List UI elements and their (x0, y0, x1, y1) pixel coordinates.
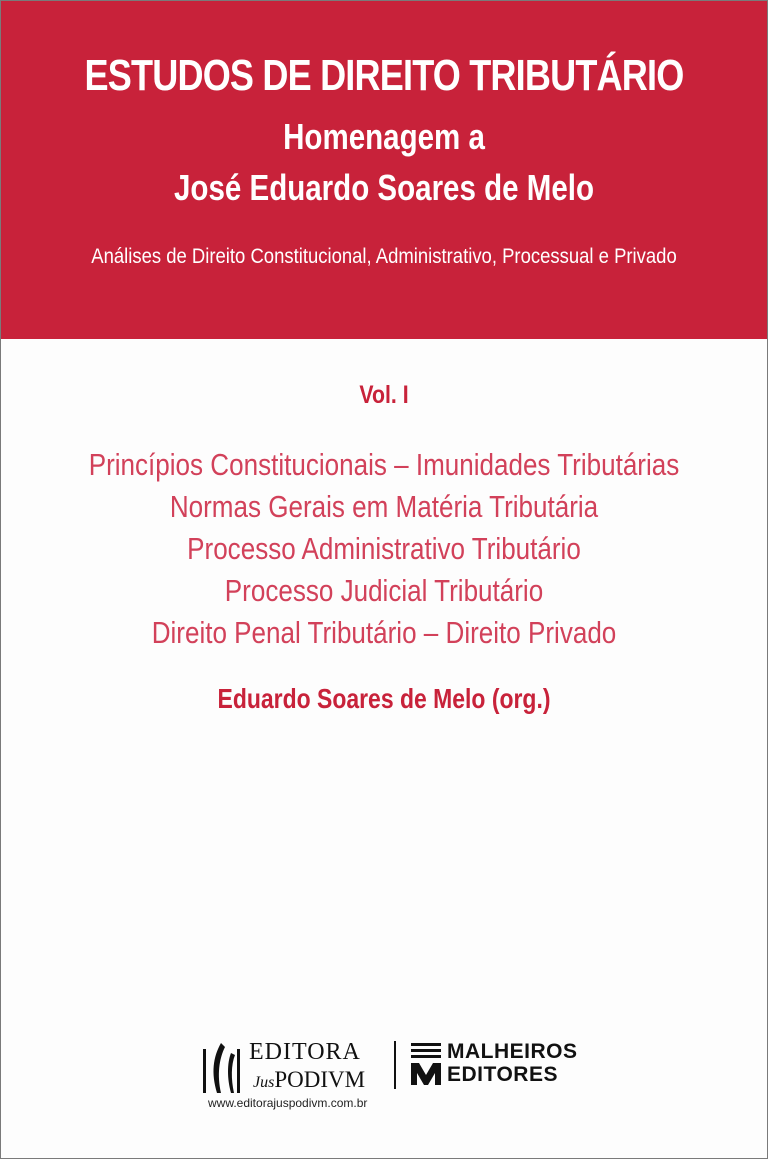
juspodivm-prefix: Jus (253, 1074, 275, 1091)
malheiros-name-line-1: MALHEIROS (447, 1040, 578, 1063)
topics-list (1, 444, 767, 654)
volume-label: Vol. I (359, 381, 409, 409)
book-title: ESTUDOS DE DIREITO TRIBUTÁRIO (84, 51, 684, 100)
homage-line-2: José Eduardo Soares de Melo (174, 167, 594, 208)
publisher-logos (201, 1035, 601, 1105)
book-subtitle: Análises de Direito Constitucional, Administrativo, Processual e Privado (91, 245, 677, 268)
malheiros-logo-icon (409, 1041, 447, 1087)
malheiros-name-line-2: EDITORES (447, 1063, 558, 1086)
homage-line-1: Homenagem a (283, 116, 485, 157)
juspodivm-name-line-2 (253, 1067, 365, 1093)
organizer-name: Eduardo Soares de Melo (org.) (217, 683, 551, 714)
juspodivm-logo-icon (201, 1039, 241, 1095)
topic-item: Direito Penal Tributário – Direito Privado (151, 615, 617, 650)
topic-item: Processo Judicial Tributário (224, 573, 544, 608)
topic-item: Normas Gerais em Matéria Tributária (169, 489, 599, 524)
publisher-url[interactable]: www.editorajuspodivm.com.br (208, 1096, 368, 1110)
juspodivm-name-line-1: EDITORA (249, 1039, 361, 1065)
topic-item: Processo Administrativo Tributário (187, 531, 581, 566)
title-band (1, 1, 767, 339)
publisher-divider (394, 1041, 396, 1089)
juspodivm-name: PODIVM (274, 1067, 366, 1092)
topic-item: Princípios Constitucionais – Imunidades Tributárias (88, 447, 680, 482)
